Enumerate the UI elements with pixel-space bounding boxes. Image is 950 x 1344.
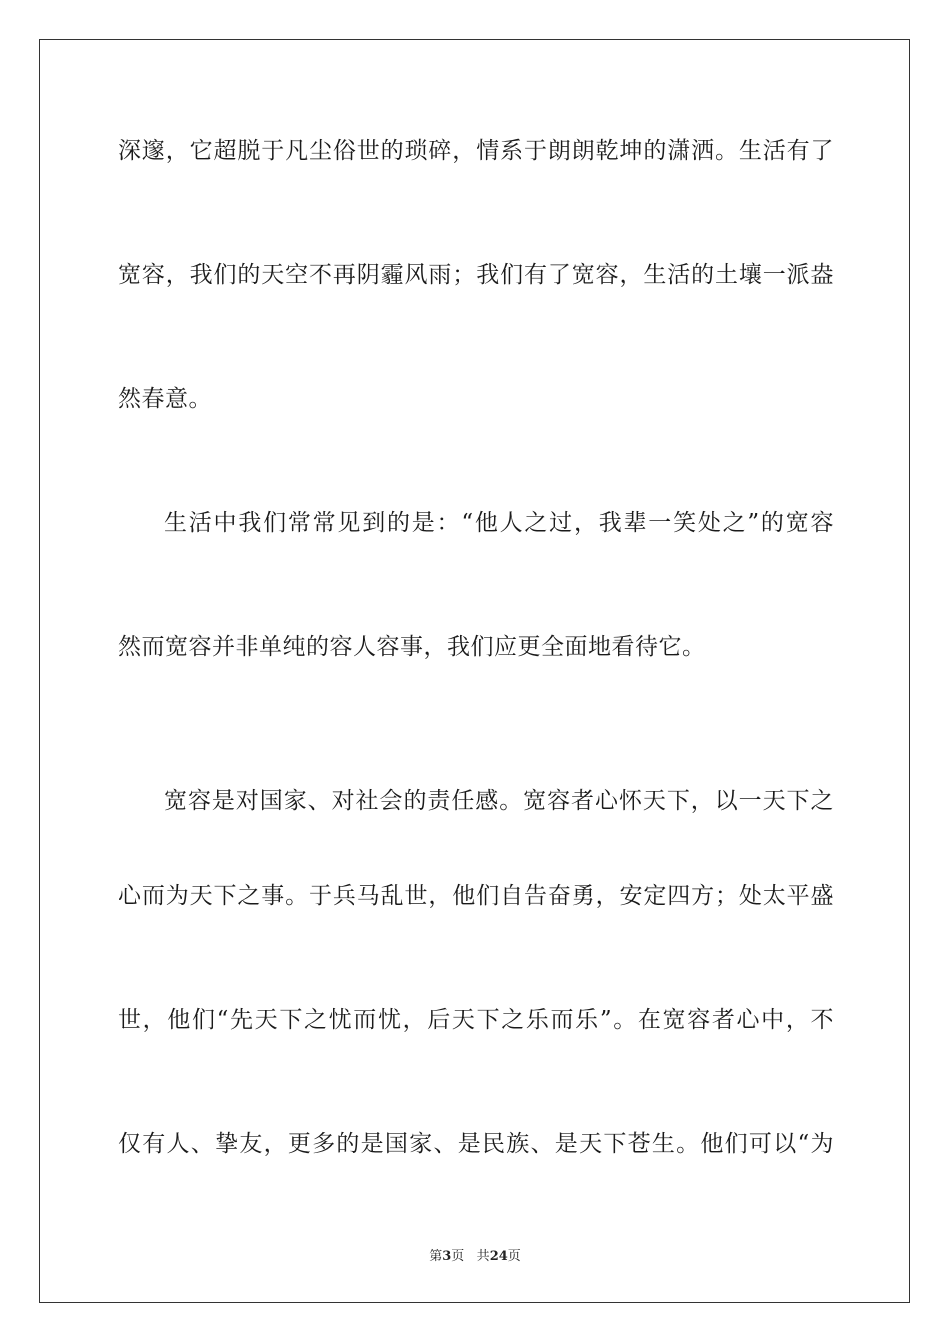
- total-pages: 24: [489, 1249, 508, 1264]
- text-line-7: 心而为天下之事。于兵马乱世，他们自告奋勇，安定四方；处太平盛: [118, 883, 834, 909]
- total-prefix: 共: [476, 1249, 490, 1264]
- total-suffix: 页: [507, 1249, 521, 1264]
- text-line-9: 仅有人、挚友，更多的是国家、是民族、是天下苍生。他们可以“为: [118, 1131, 834, 1157]
- page-border: [39, 39, 910, 1303]
- text-line-4: 生活中我们常常见到的是：“他人之过，我辈一笑处之”的宽容: [164, 510, 834, 536]
- text-line-5: 然而宽容并非单纯的容人容事，我们应更全面地看待它。: [118, 634, 706, 660]
- page-prefix: 第: [429, 1249, 443, 1264]
- text-line-2: 宽容，我们的天空不再阴霾风雨；我们有了宽容，生活的土壤一派盎: [118, 262, 834, 288]
- text-line-3: 然春意。: [118, 386, 212, 412]
- page-suffix: 页: [451, 1249, 465, 1264]
- page-footer: [0, 1247, 950, 1267]
- text-line-6: 宽容是对国家、对社会的责任感。宽容者心怀天下，以一天下之: [164, 788, 834, 814]
- page-number: 3: [442, 1249, 452, 1264]
- text-line-1: 深邃，它超脱于凡尘俗世的琐碎，情系于朗朗乾坤的潇洒。生活有了: [118, 138, 834, 164]
- text-line-8: 世，他们“先天下之忧而忧，后天下之乐而乐”。在宽容者心中，不: [118, 1007, 834, 1033]
